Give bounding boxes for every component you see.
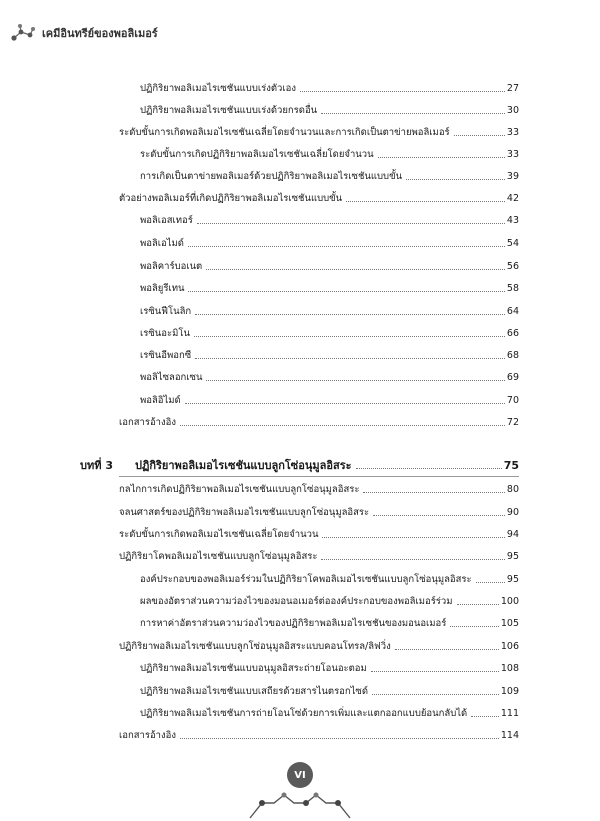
chapter-page: 75 (503, 459, 519, 472)
toc-entry[interactable] (140, 395, 519, 407)
toc-entry-title: พอลิเอสเทอร์ (140, 215, 193, 226)
toc-entry-page: 95 (506, 551, 519, 562)
toc-entry[interactable] (140, 618, 519, 630)
toc-entry-title: จลนศาสตร์ของปฏิกิริยาพอลิเมอไรเซชันแบบลูกโซ่อนุมูลอิสระ (119, 507, 370, 518)
toc-entry-page: 106 (500, 641, 519, 652)
chapter-heading[interactable] (80, 460, 519, 472)
toc-entry-title: เอกสารอ้างอิง (119, 730, 176, 741)
toc-entry[interactable] (140, 261, 519, 273)
toc-entry[interactable] (140, 238, 519, 250)
toc-entry[interactable] (140, 306, 519, 318)
toc-entry-page: 68 (506, 350, 519, 361)
toc-entry[interactable] (140, 105, 519, 117)
header-title: เคมีอินทรีย์ของพอลิเมอร์ (42, 27, 158, 40)
toc-entry-title: ตัวอย่างพอลิเมอร์ที่เกิดปฏิกิริยาพอลิเมอไรเซชันแบบขั้น (119, 193, 343, 204)
chapter-label: บทที่ 3 (80, 459, 113, 472)
toc-entry-page: 64 (506, 306, 519, 317)
toc-entry-page: 54 (506, 238, 519, 249)
toc-entry[interactable] (140, 283, 519, 295)
toc-entry[interactable] (140, 686, 519, 698)
toc-entry-title: ระดับขั้นการเกิดปฏิกิริยาพอลิเมอไรเซชันเฉลี่ยโดยจำนวน (140, 149, 374, 160)
toc-entry-title: องค์ประกอบของพอลิเมอร์ร่วมในปฏิกิริยาโคพอลิเมอไรเซชันแบบลูกโซ่อนุมูลอิสระ (140, 574, 472, 585)
page-number-badge: VI (287, 762, 313, 788)
divider (119, 476, 519, 477)
toc-entry[interactable] (119, 484, 519, 496)
toc-entry-title: พอลิไซลอกเซน (140, 372, 203, 383)
toc-entry-title: การเกิดเป็นตาข่ายพอลิเมอร์ด้วยปฏิกิริยาพอลิเมอไรเซชันแบบขั้น (140, 171, 403, 182)
toc-entry-page: 80 (506, 484, 519, 495)
toc-entry-title: เรซินอะมิโน (140, 328, 190, 339)
toc-entry[interactable] (140, 372, 519, 384)
toc-entry-page: 114 (500, 730, 519, 741)
toc-entry-page: 94 (506, 529, 519, 540)
toc-entry-page: 66 (506, 328, 519, 339)
toc-entry[interactable] (140, 215, 519, 227)
toc-entry-title: ผลของอัตราส่วนความว่องไวของมอนอเมอร์ต่อองค์ประกอบของพอลิเมอร์ร่วม (140, 596, 453, 607)
toc-entry[interactable] (140, 574, 519, 586)
toc-entry-page: 108 (500, 663, 519, 674)
toc-entry[interactable] (119, 641, 519, 653)
toc-entry-page: 69 (506, 372, 519, 383)
toc-entry[interactable] (119, 417, 519, 429)
toc-entry[interactable] (119, 127, 519, 139)
toc-entry-page: 90 (506, 507, 519, 518)
toc-entry-page: 109 (500, 686, 519, 697)
toc-entry-title: ระดับขั้นการเกิดพอลิเมอไรเซชันเฉลี่ยโดยจำนวน (119, 529, 319, 540)
running-header (10, 22, 158, 44)
toc-entry[interactable] (140, 328, 519, 340)
toc-entry[interactable] (140, 171, 519, 183)
toc-entry-title: ปฏิกิริยาโคพอลิเมอไรเซชันแบบลูกโซ่อนุมูลอิสระ (119, 551, 318, 562)
toc-entry[interactable] (140, 350, 519, 362)
toc-entry-title: การหาค่าอัตราส่วนความว่องไวของปฏิกิริยาพอลิเมอไรเซชันของมอนอเมอร์ (140, 618, 447, 629)
toc-entry[interactable] (140, 663, 519, 675)
toc-entry[interactable] (119, 551, 519, 563)
toc-entry[interactable] (119, 193, 519, 205)
toc-entry-page: 56 (506, 261, 519, 272)
toc-entry-title: เรซินอีพอกซี (140, 350, 192, 361)
toc-entry-page: 30 (506, 105, 519, 116)
toc-entry-page: 27 (506, 83, 519, 94)
toc-entry-title: เอกสารอ้างอิง (119, 417, 176, 428)
toc-entry-page: 72 (506, 417, 519, 428)
toc-entry-title: ปฏิกิริยาพอลิเมอไรเซชันแบบลูกโซ่อนุมูลอิสระแบบคอนโทรล/ลิฟวิ่ง (119, 641, 391, 652)
toc-entry-page: 33 (506, 149, 519, 160)
toc-entry-title: กลไกการเกิดปฏิกิริยาพอลิเมอไรเซชันแบบลูกโซ่อนุมูลอิสระ (119, 484, 360, 495)
toc-entry-title: พอลิเอไมด์ (140, 238, 184, 249)
toc-entry-title: ระดับขั้นการเกิดพอลิเมอไรเซชันเฉลี่ยโดยจำนวนและการเกิดเป็นตาข่ายพอลิเมอร์ (119, 127, 450, 138)
molecule-logo-icon (10, 23, 36, 43)
toc-entry-page: 58 (506, 283, 519, 294)
toc-entry-page: 105 (500, 618, 519, 629)
toc-entry[interactable] (140, 596, 519, 608)
toc-entry-title: ปฏิกิริยาพอลิเมอไรเซชันแบบเร่งด้วยกรดอื่น (140, 105, 318, 116)
toc-entry-page: 111 (500, 708, 519, 719)
toc-entry-page: 43 (506, 215, 519, 226)
molecule-decoration-icon (248, 791, 352, 819)
toc-entry-page: 39 (506, 171, 519, 182)
toc-entry-page: 100 (500, 596, 519, 607)
toc-entry-title: ปฏิกิริยาพอลิเมอไรเซชันการถ่ายโอนโซ่ด้วยการเพิ่มและแตกออกแบบย้อนกลับได้ (140, 708, 468, 719)
toc-entry-title: พอลิยูรีเทน (140, 283, 185, 294)
toc-entry-page: 33 (506, 127, 519, 138)
toc-entry-title: ปฏิกิริยาพอลิเมอไรเซชันแบบเสถียรด้วยสารไนตรอกไซด์ (140, 686, 369, 697)
toc-entry-title: เรซินฟีโนลิก (140, 306, 192, 317)
toc-entry[interactable] (119, 507, 519, 519)
toc-entry[interactable] (119, 529, 519, 541)
toc-entry-title: ปฏิกิริยาพอลิเมอไรเซชันแบบอนุมูลอิสระถ่ายโอนอะตอม (140, 663, 367, 674)
toc-entry-page: 95 (506, 574, 519, 585)
toc-entry-page: 70 (506, 395, 519, 406)
toc-entry-title: ปฏิกิริยาพอลิเมอไรเซชันแบบเร่งตัวเอง (140, 83, 296, 94)
toc-entry-title: พอลิอิไมด์ (140, 395, 181, 406)
chapter-title: ปฏิกิริยาพอลิเมอไรเซชันแบบลูกโซ่อนุมูลอิสระ (135, 459, 352, 472)
toc-entry[interactable] (119, 730, 519, 742)
toc-entry[interactable] (140, 708, 519, 720)
toc-entry[interactable] (140, 83, 519, 95)
toc-entry[interactable] (140, 149, 519, 161)
toc-entry-title: พอลิคาร์บอเนต (140, 261, 203, 272)
toc-entry-page: 42 (506, 193, 519, 204)
